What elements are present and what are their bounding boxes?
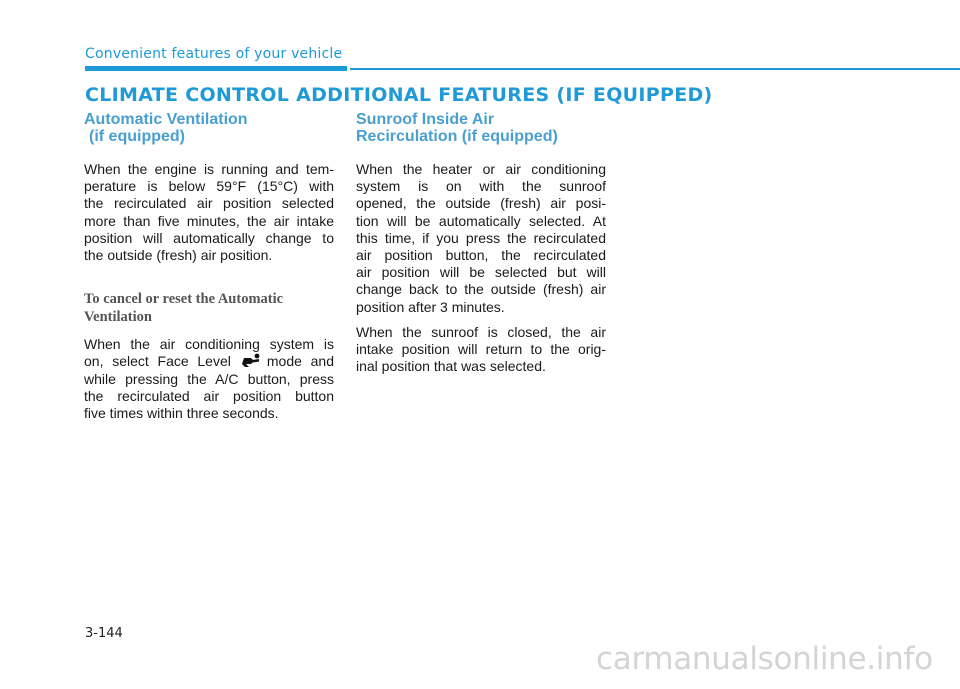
subheading-line: Ventilation bbox=[84, 309, 152, 326]
text-line-with-icon bbox=[84, 353, 334, 370]
text-line: the outside (fresh) air position. bbox=[84, 247, 273, 264]
cancel-reset-subheading bbox=[84, 290, 334, 326]
header-rule bbox=[350, 68, 960, 70]
sunroof-recirculation-paragraph bbox=[356, 161, 606, 316]
sunroof-recirculation-heading bbox=[356, 111, 606, 145]
page-number: 3-144 bbox=[85, 626, 123, 641]
text-line: tion will be automatically selected. At bbox=[356, 212, 606, 229]
text-fragment: mode and bbox=[266, 353, 334, 370]
text-fragment: on, select Face Level bbox=[84, 353, 231, 370]
text-line: the recirculated air position selected bbox=[84, 195, 334, 212]
header-accent-bar bbox=[85, 66, 347, 71]
text-line: opened, the outside (fresh) air posi- bbox=[356, 195, 606, 212]
text-line: change back to the outside (fresh) air bbox=[356, 281, 606, 298]
text-line: the recirculated air position button bbox=[84, 387, 334, 404]
text-line: position will automatically change to bbox=[84, 229, 334, 246]
text-line: more than five minutes, the air intake bbox=[84, 212, 334, 229]
text-line: air position button, the recirculated bbox=[356, 247, 606, 264]
right-column bbox=[356, 111, 606, 383]
cancel-reset-paragraph bbox=[84, 336, 334, 422]
text-line: When the engine is running and tem- bbox=[84, 161, 334, 177]
heading-line: Recirculation (if equipped) bbox=[356, 128, 558, 145]
text-line: this time, if you press the recirculated bbox=[356, 229, 606, 246]
heading-line: Sunroof Inside Air bbox=[356, 111, 495, 128]
text-line: inal position that was selected. bbox=[356, 358, 546, 375]
text-line: When the air conditioning system is bbox=[84, 336, 334, 353]
automatic-ventilation-paragraph bbox=[84, 161, 334, 264]
text-line: intake position will return to the orig- bbox=[356, 341, 606, 358]
automatic-ventilation-heading bbox=[84, 111, 334, 145]
text-line: perature is below 59°F (15°C) with bbox=[84, 178, 334, 195]
sunroof-closed-paragraph bbox=[356, 324, 606, 376]
text-line: When the heater or air conditioning bbox=[356, 161, 606, 177]
left-column bbox=[84, 111, 334, 430]
watermark: carmanualsonline.info bbox=[596, 641, 933, 677]
text-line: while pressing the A/C button, press bbox=[84, 370, 334, 387]
text-line: When the sunroof is closed, the air bbox=[356, 323, 606, 340]
heading-line: (if equipped) bbox=[89, 128, 185, 145]
section-label: Convenient features of your vehicle bbox=[85, 46, 343, 62]
text-line: five times within three seconds. bbox=[84, 405, 279, 422]
text-line: system is on with the sunroof bbox=[356, 178, 606, 195]
page-title: CLIMATE CONTROL ADDITIONAL FEATURES (IF EQUIPPED) bbox=[85, 84, 713, 106]
heading-line: Automatic Ventilation bbox=[84, 111, 248, 128]
text-line: air position will be selected but will bbox=[356, 264, 606, 281]
subheading-line: To cancel or reset the Automatic bbox=[84, 291, 284, 308]
face-level-icon bbox=[241, 353, 261, 369]
text-line: position after 3 minutes. bbox=[356, 298, 505, 315]
